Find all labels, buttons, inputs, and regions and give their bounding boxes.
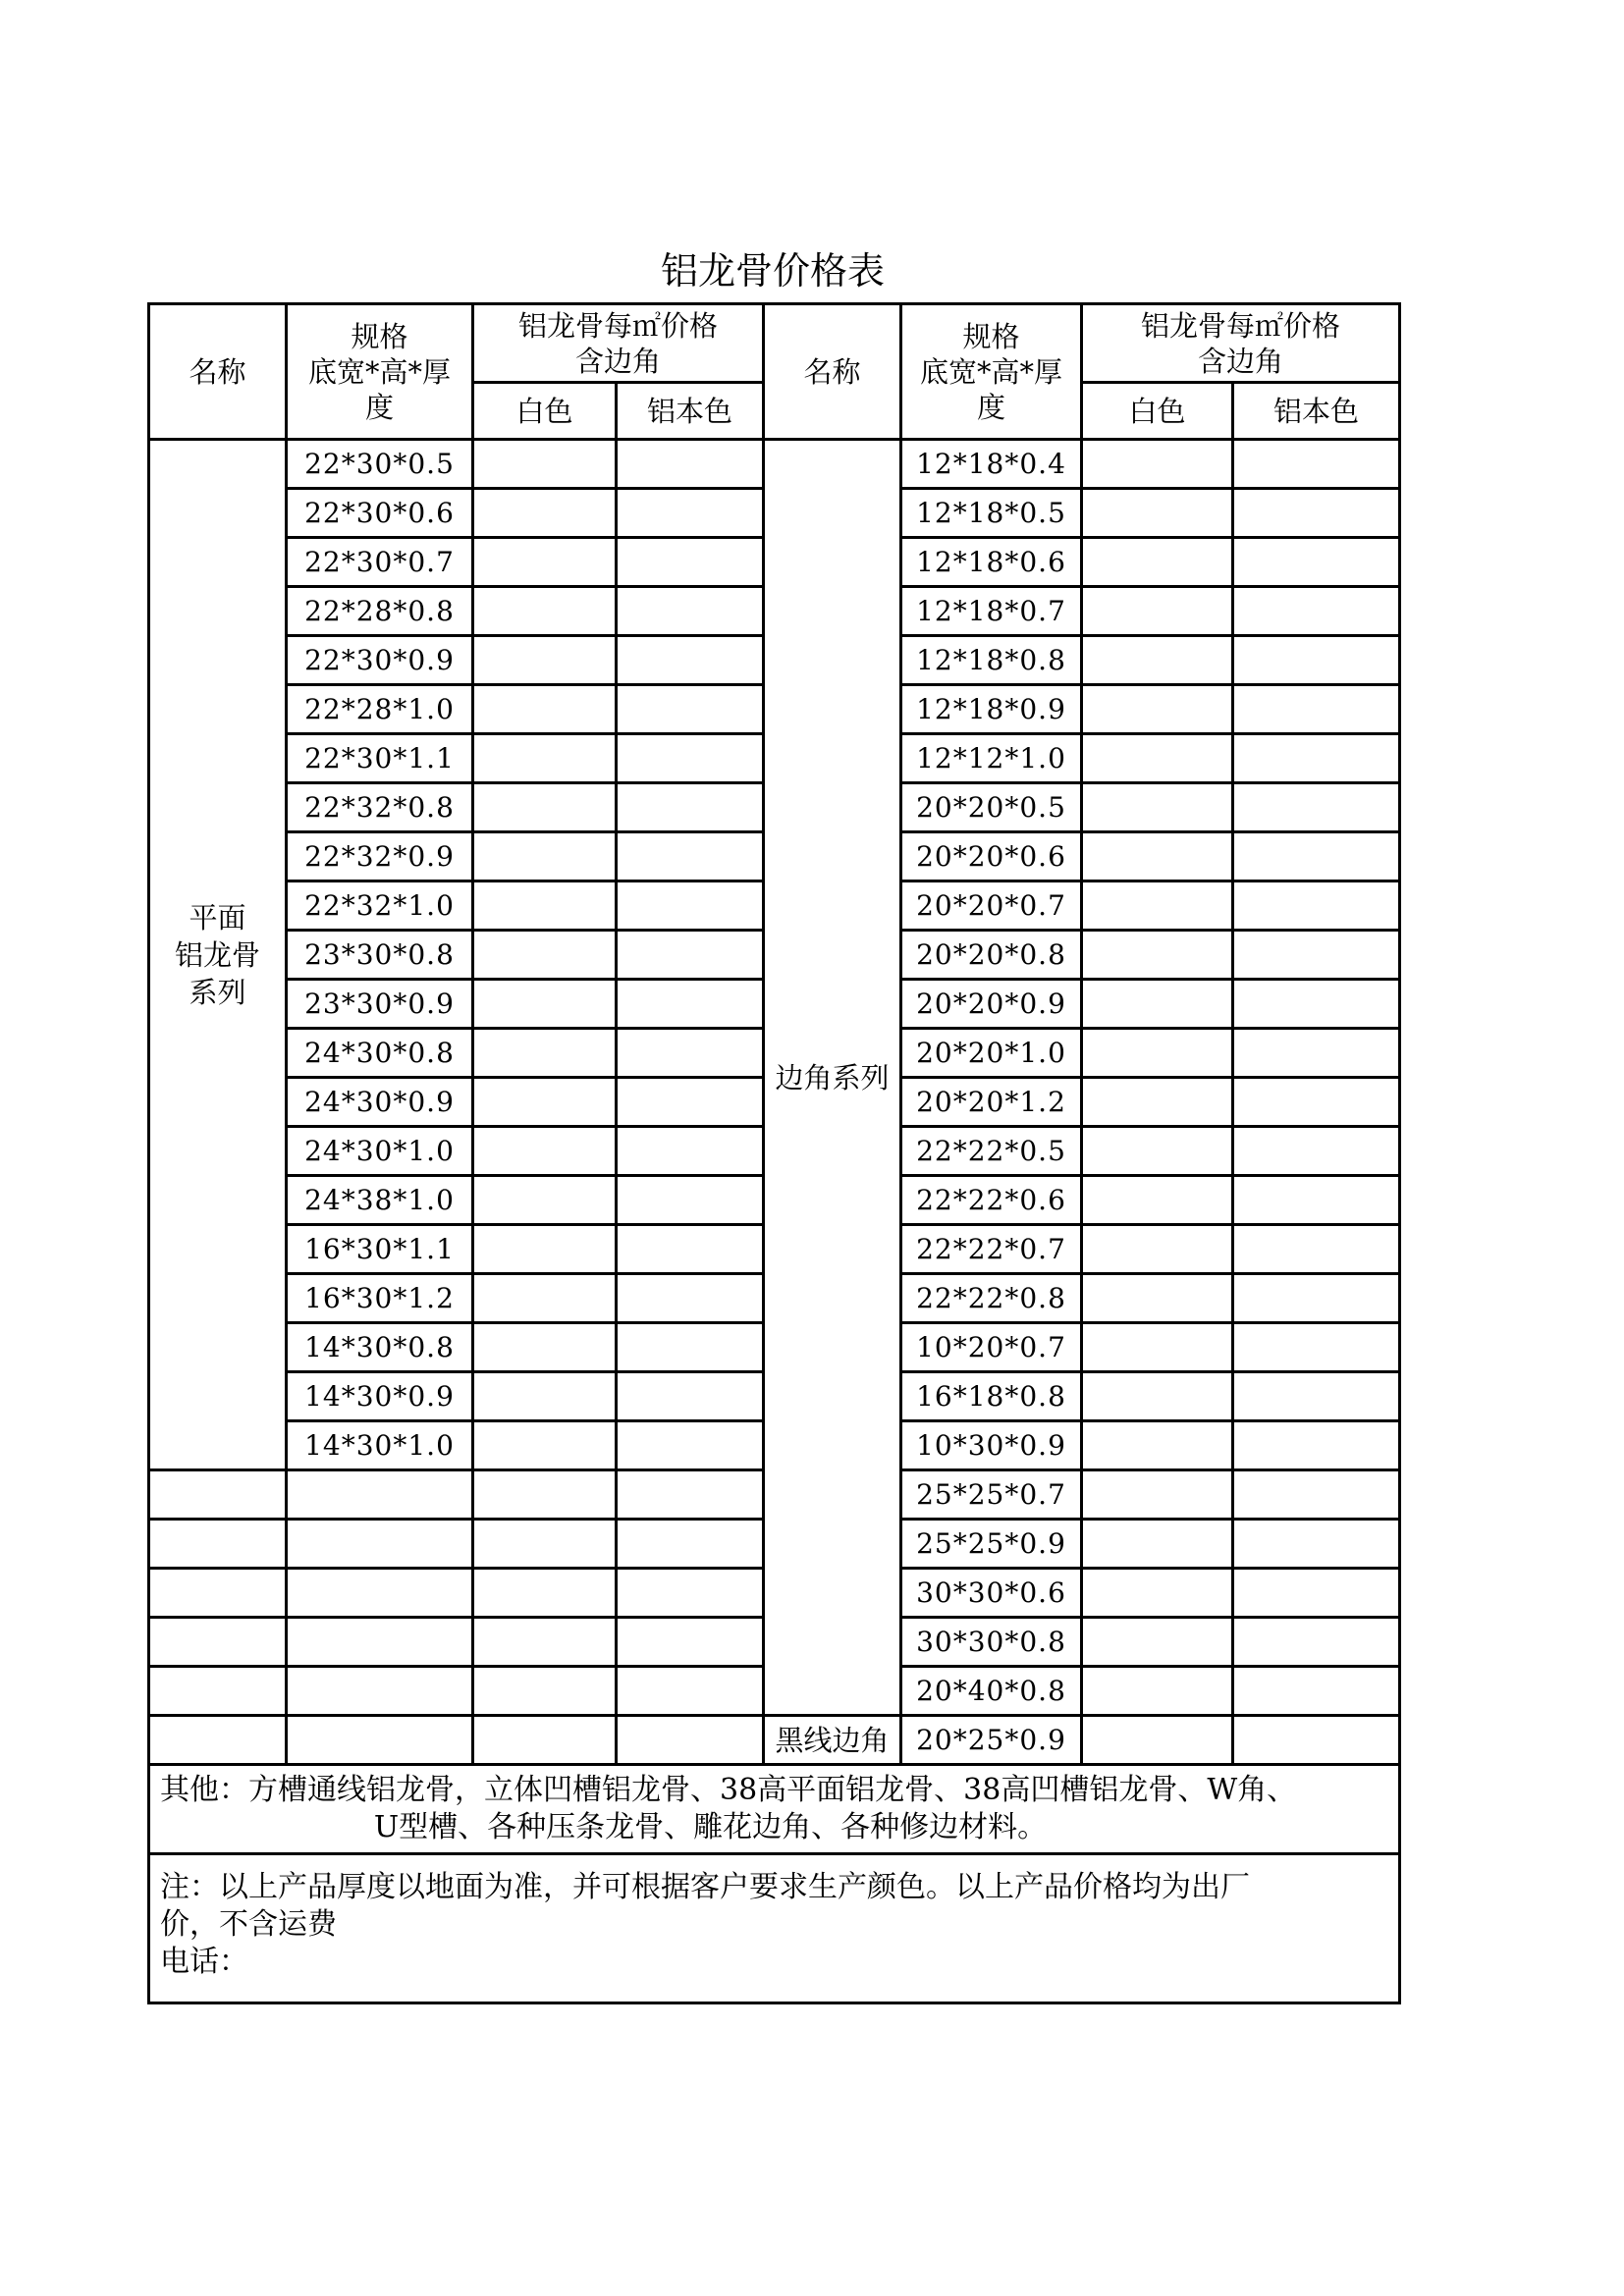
- left-natural-price-cell: [617, 1127, 764, 1176]
- left-group-label-line: 铝龙骨: [174, 937, 260, 972]
- left-spec-cell: 22*32*1.0: [287, 881, 473, 931]
- left-white-price-cell: [473, 440, 617, 489]
- left-spec-cell-empty: [287, 1569, 473, 1618]
- right-spec-cell: 12*12*1.0: [901, 734, 1082, 783]
- right-natural-price-cell: [1233, 685, 1400, 734]
- left-spec-cell: 23*30*0.8: [287, 931, 473, 980]
- header-price-line2: 含边角: [1198, 344, 1284, 378]
- right-spec-cell: 20*20*1.0: [901, 1029, 1082, 1078]
- left-white-price-cell: [473, 489, 617, 538]
- header-name-right: 名称: [764, 304, 901, 440]
- price-table: [147, 302, 1401, 2004]
- right-white-price-cell: [1082, 440, 1233, 489]
- left-natural-price-cell: [617, 783, 764, 832]
- right-natural-price-cell: [1233, 783, 1400, 832]
- right-natural-price-cell: [1233, 931, 1400, 980]
- right-spec-cell: 10*30*0.9: [901, 1421, 1082, 1470]
- left-natural-price-cell: [617, 1274, 764, 1323]
- left-spec-cell: 24*30*0.8: [287, 1029, 473, 1078]
- left-natural-price-cell: [617, 1323, 764, 1372]
- left-name-cell-empty: [149, 1667, 287, 1716]
- page-title: 铝龙骨价格表: [660, 249, 885, 293]
- left-natural-price-cell: [617, 1569, 764, 1618]
- right-natural-price-cell: [1233, 1078, 1400, 1127]
- header-price-line2: 含边角: [575, 344, 662, 378]
- right-natural-price-cell: [1233, 1470, 1400, 1520]
- left-white-price-cell: [473, 931, 617, 980]
- left-name-cell-empty: [149, 1716, 287, 1765]
- right-spec-cell: 25*25*0.9: [901, 1520, 1082, 1569]
- left-natural-price-cell: [617, 1176, 764, 1225]
- left-white-price-cell: [473, 1323, 617, 1372]
- right-spec-cell: 22*22*0.8: [901, 1274, 1082, 1323]
- right-white-price-cell: [1082, 587, 1233, 636]
- left-white-price-cell: [473, 1520, 617, 1569]
- header-white-left: 白色: [473, 383, 617, 440]
- right-white-price-cell: [1082, 1618, 1233, 1667]
- header-white-right: 白色: [1082, 383, 1233, 440]
- left-white-price-cell: [473, 734, 617, 783]
- left-white-price-cell: [473, 1274, 617, 1323]
- right-spec-cell: 25*25*0.7: [901, 1470, 1082, 1520]
- left-natural-price-cell: [617, 685, 764, 734]
- header-spec-right: [901, 304, 1082, 440]
- left-natural-price-cell: [617, 1667, 764, 1716]
- right-white-price-cell: [1082, 980, 1233, 1029]
- left-spec-cell: 22*30*0.6: [287, 489, 473, 538]
- right-white-price-cell: [1082, 734, 1233, 783]
- right-spec-cell: 20*20*0.6: [901, 832, 1082, 881]
- header-spec-line3: 度: [364, 390, 394, 424]
- other-products-line2: U型槽、各种压条龙骨、雕花边角、各种修边材料。: [373, 1810, 1048, 1844]
- header-natural-right: 铝本色: [1233, 383, 1400, 440]
- left-spec-cell: 24*30*1.0: [287, 1127, 473, 1176]
- left-group-label-line: 平面: [189, 900, 246, 934]
- other-products-note: [149, 1765, 1400, 1854]
- other-products-line1: 其他：方槽通线铝龙骨，立体凹槽铝龙骨、38高平面铝龙骨、38高凹槽铝龙骨、W角、: [160, 1773, 1297, 1807]
- left-spec-cell: 14*30*0.8: [287, 1323, 473, 1372]
- left-white-price-cell: [473, 587, 617, 636]
- right-white-price-cell: [1082, 1323, 1233, 1372]
- right-white-price-cell: [1082, 881, 1233, 931]
- left-spec-cell: 23*30*0.9: [287, 980, 473, 1029]
- header-spec-line2: 底宽*高*厚: [307, 354, 451, 389]
- left-spec-cell: 22*30*0.7: [287, 538, 473, 587]
- left-spec-cell-empty: [287, 1470, 473, 1520]
- right-natural-price-cell: [1233, 1029, 1400, 1078]
- notes-section: [149, 1765, 1400, 2003]
- right-white-price-cell: [1082, 1127, 1233, 1176]
- header-row-1: [149, 304, 1400, 383]
- left-spec-cell: 22*32*0.8: [287, 783, 473, 832]
- left-natural-price-cell: [617, 980, 764, 1029]
- left-white-price-cell: [473, 881, 617, 931]
- left-natural-price-cell: [617, 931, 764, 980]
- right-white-price-cell: [1082, 1470, 1233, 1520]
- table-row: [149, 1716, 1400, 1765]
- right-spec-cell: 12*18*0.6: [901, 538, 1082, 587]
- left-natural-price-cell: [617, 489, 764, 538]
- left-spec-cell: 22*30*1.1: [287, 734, 473, 783]
- left-white-price-cell: [473, 685, 617, 734]
- terms-line2: 价，不含运费: [160, 1907, 337, 1942]
- right-spec-cell: 20*20*0.7: [901, 881, 1082, 931]
- right-natural-price-cell: [1233, 980, 1400, 1029]
- header-price-line1: 铝龙骨每㎡价格: [1141, 308, 1341, 343]
- terms-row: [149, 1854, 1400, 2003]
- right-natural-price-cell: [1233, 1225, 1400, 1274]
- left-natural-price-cell: [617, 734, 764, 783]
- left-group-cell: [149, 440, 287, 1470]
- right-white-price-cell: [1082, 489, 1233, 538]
- right-natural-price-cell: [1233, 538, 1400, 587]
- right-white-price-cell: [1082, 1569, 1233, 1618]
- left-white-price-cell: [473, 1569, 617, 1618]
- right-spec-cell: 20*20*0.5: [901, 783, 1082, 832]
- left-white-price-cell: [473, 1716, 617, 1765]
- left-white-price-cell: [473, 1421, 617, 1470]
- left-name-cell-empty: [149, 1618, 287, 1667]
- right-white-price-cell: [1082, 931, 1233, 980]
- terms-note: [149, 1854, 1400, 2003]
- left-spec-cell: 22*32*0.9: [287, 832, 473, 881]
- left-white-price-cell: [473, 1618, 617, 1667]
- left-spec-cell: 16*30*1.1: [287, 1225, 473, 1274]
- left-white-price-cell: [473, 1029, 617, 1078]
- price-table-body: [149, 304, 1400, 1765]
- header-price-right: [1082, 304, 1400, 383]
- right-natural-price-cell: [1233, 1127, 1400, 1176]
- right-natural-price-cell: [1233, 1274, 1400, 1323]
- right-spec-cell: 30*30*0.6: [901, 1569, 1082, 1618]
- right-spec-cell: 10*20*0.7: [901, 1323, 1082, 1372]
- right-spec-cell: 16*18*0.8: [901, 1372, 1082, 1421]
- header-name-left: 名称: [149, 304, 287, 440]
- left-spec-cell: 22*30*0.9: [287, 636, 473, 685]
- left-natural-price-cell: [617, 1372, 764, 1421]
- left-spec-cell: 24*30*0.9: [287, 1078, 473, 1127]
- right-natural-price-cell: [1233, 1520, 1400, 1569]
- right-natural-price-cell: [1233, 489, 1400, 538]
- left-spec-cell: 22*28*1.0: [287, 685, 473, 734]
- left-natural-price-cell: [617, 1029, 764, 1078]
- left-white-price-cell: [473, 1176, 617, 1225]
- left-spec-cell: 22*28*0.8: [287, 587, 473, 636]
- right-white-price-cell: [1082, 1716, 1233, 1765]
- right-spec-cell: 12*18*0.7: [901, 587, 1082, 636]
- right-natural-price-cell: [1233, 440, 1400, 489]
- header-price-line1: 铝龙骨每㎡价格: [518, 308, 719, 343]
- right-spec-cell: 12*18*0.9: [901, 685, 1082, 734]
- header-spec-line2: 底宽*高*厚: [920, 354, 1063, 389]
- left-natural-price-cell: [617, 1618, 764, 1667]
- right-natural-price-cell: [1233, 1176, 1400, 1225]
- left-name-cell-empty: [149, 1520, 287, 1569]
- header-spec-line1: 规格: [351, 319, 408, 353]
- right-natural-price-cell: [1233, 734, 1400, 783]
- right-natural-price-cell: [1233, 1716, 1400, 1765]
- right-white-price-cell: [1082, 538, 1233, 587]
- right-white-price-cell: [1082, 1225, 1233, 1274]
- right-group-cell: 边角系列: [764, 440, 901, 1716]
- right-spec-cell: 12*18*0.5: [901, 489, 1082, 538]
- right-spec-cell: 30*30*0.8: [901, 1618, 1082, 1667]
- left-white-price-cell: [473, 1127, 617, 1176]
- right-natural-price-cell: [1233, 636, 1400, 685]
- header-spec-line3: 度: [977, 390, 1006, 424]
- right-spec-cell: 20*40*0.8: [901, 1667, 1082, 1716]
- right-natural-price-cell: [1233, 1618, 1400, 1667]
- left-natural-price-cell: [617, 1716, 764, 1765]
- terms-line1: 注：以上产品厚度以地面为准，并可根据客户要求生产颜色。以上产品价格均为出厂: [160, 1870, 1250, 1904]
- left-name-cell-empty: [149, 1569, 287, 1618]
- right-white-price-cell: [1082, 685, 1233, 734]
- right-white-price-cell: [1082, 1667, 1233, 1716]
- left-natural-price-cell: [617, 832, 764, 881]
- left-natural-price-cell: [617, 1225, 764, 1274]
- left-spec-cell-empty: [287, 1667, 473, 1716]
- left-white-price-cell: [473, 1078, 617, 1127]
- left-white-price-cell: [473, 980, 617, 1029]
- right-spec-cell: 22*22*0.6: [901, 1176, 1082, 1225]
- right-white-price-cell: [1082, 1078, 1233, 1127]
- right-spec-cell: 20*25*0.9: [901, 1716, 1082, 1765]
- right-spec-cell: 20*20*0.9: [901, 980, 1082, 1029]
- right-white-price-cell: [1082, 1029, 1233, 1078]
- right-natural-price-cell: [1233, 1323, 1400, 1372]
- table-row: [149, 440, 1400, 489]
- right-spec-cell: 20*20*0.8: [901, 931, 1082, 980]
- left-spec-cell: 14*30*0.9: [287, 1372, 473, 1421]
- right-spec-cell: 12*18*0.4: [901, 440, 1082, 489]
- left-natural-price-cell: [617, 1421, 764, 1470]
- left-natural-price-cell: [617, 636, 764, 685]
- left-white-price-cell: [473, 538, 617, 587]
- right-white-price-cell: [1082, 1274, 1233, 1323]
- header-spec-line1: 规格: [962, 319, 1020, 353]
- left-white-price-cell: [473, 1667, 617, 1716]
- left-natural-price-cell: [617, 1470, 764, 1520]
- header-price-left: [473, 304, 764, 383]
- right-white-price-cell: [1082, 1372, 1233, 1421]
- right-natural-price-cell: [1233, 587, 1400, 636]
- left-white-price-cell: [473, 783, 617, 832]
- right-natural-price-cell: [1233, 1421, 1400, 1470]
- left-spec-cell: 14*30*1.0: [287, 1421, 473, 1470]
- header-natural-left: 铝本色: [617, 383, 764, 440]
- right-spec-cell: 12*18*0.8: [901, 636, 1082, 685]
- left-natural-price-cell: [617, 587, 764, 636]
- left-name-cell-empty: [149, 1470, 287, 1520]
- right-natural-price-cell: [1233, 832, 1400, 881]
- left-white-price-cell: [473, 1372, 617, 1421]
- left-spec-cell-empty: [287, 1618, 473, 1667]
- left-group-label-line: 系列: [189, 975, 246, 1009]
- right-white-price-cell: [1082, 832, 1233, 881]
- right-spec-cell: 22*22*0.7: [901, 1225, 1082, 1274]
- left-white-price-cell: [473, 1225, 617, 1274]
- right-spec-cell: 22*22*0.5: [901, 1127, 1082, 1176]
- right-natural-price-cell: [1233, 1372, 1400, 1421]
- left-spec-cell: 24*38*1.0: [287, 1176, 473, 1225]
- left-spec-cell: 16*30*1.2: [287, 1274, 473, 1323]
- right-white-price-cell: [1082, 1421, 1233, 1470]
- left-spec-cell-empty: [287, 1520, 473, 1569]
- right-spec-cell: 20*20*1.2: [901, 1078, 1082, 1127]
- right-white-price-cell: [1082, 783, 1233, 832]
- right-white-price-cell: [1082, 1520, 1233, 1569]
- other-products-row: [149, 1765, 1400, 1854]
- left-natural-price-cell: [617, 538, 764, 587]
- left-natural-price-cell: [617, 440, 764, 489]
- left-natural-price-cell: [617, 881, 764, 931]
- left-white-price-cell: [473, 832, 617, 881]
- right-last-group-cell: 黑线边角: [764, 1716, 901, 1765]
- left-white-price-cell: [473, 636, 617, 685]
- right-natural-price-cell: [1233, 1667, 1400, 1716]
- left-spec-cell-empty: [287, 1716, 473, 1765]
- left-spec-cell: 22*30*0.5: [287, 440, 473, 489]
- left-natural-price-cell: [617, 1078, 764, 1127]
- right-natural-price-cell: [1233, 881, 1400, 931]
- header-spec-left: [287, 304, 473, 440]
- right-white-price-cell: [1082, 1176, 1233, 1225]
- right-white-price-cell: [1082, 636, 1233, 685]
- left-natural-price-cell: [617, 1520, 764, 1569]
- right-natural-price-cell: [1233, 1569, 1400, 1618]
- phone-label: 电话：: [160, 1945, 248, 1979]
- left-white-price-cell: [473, 1470, 617, 1520]
